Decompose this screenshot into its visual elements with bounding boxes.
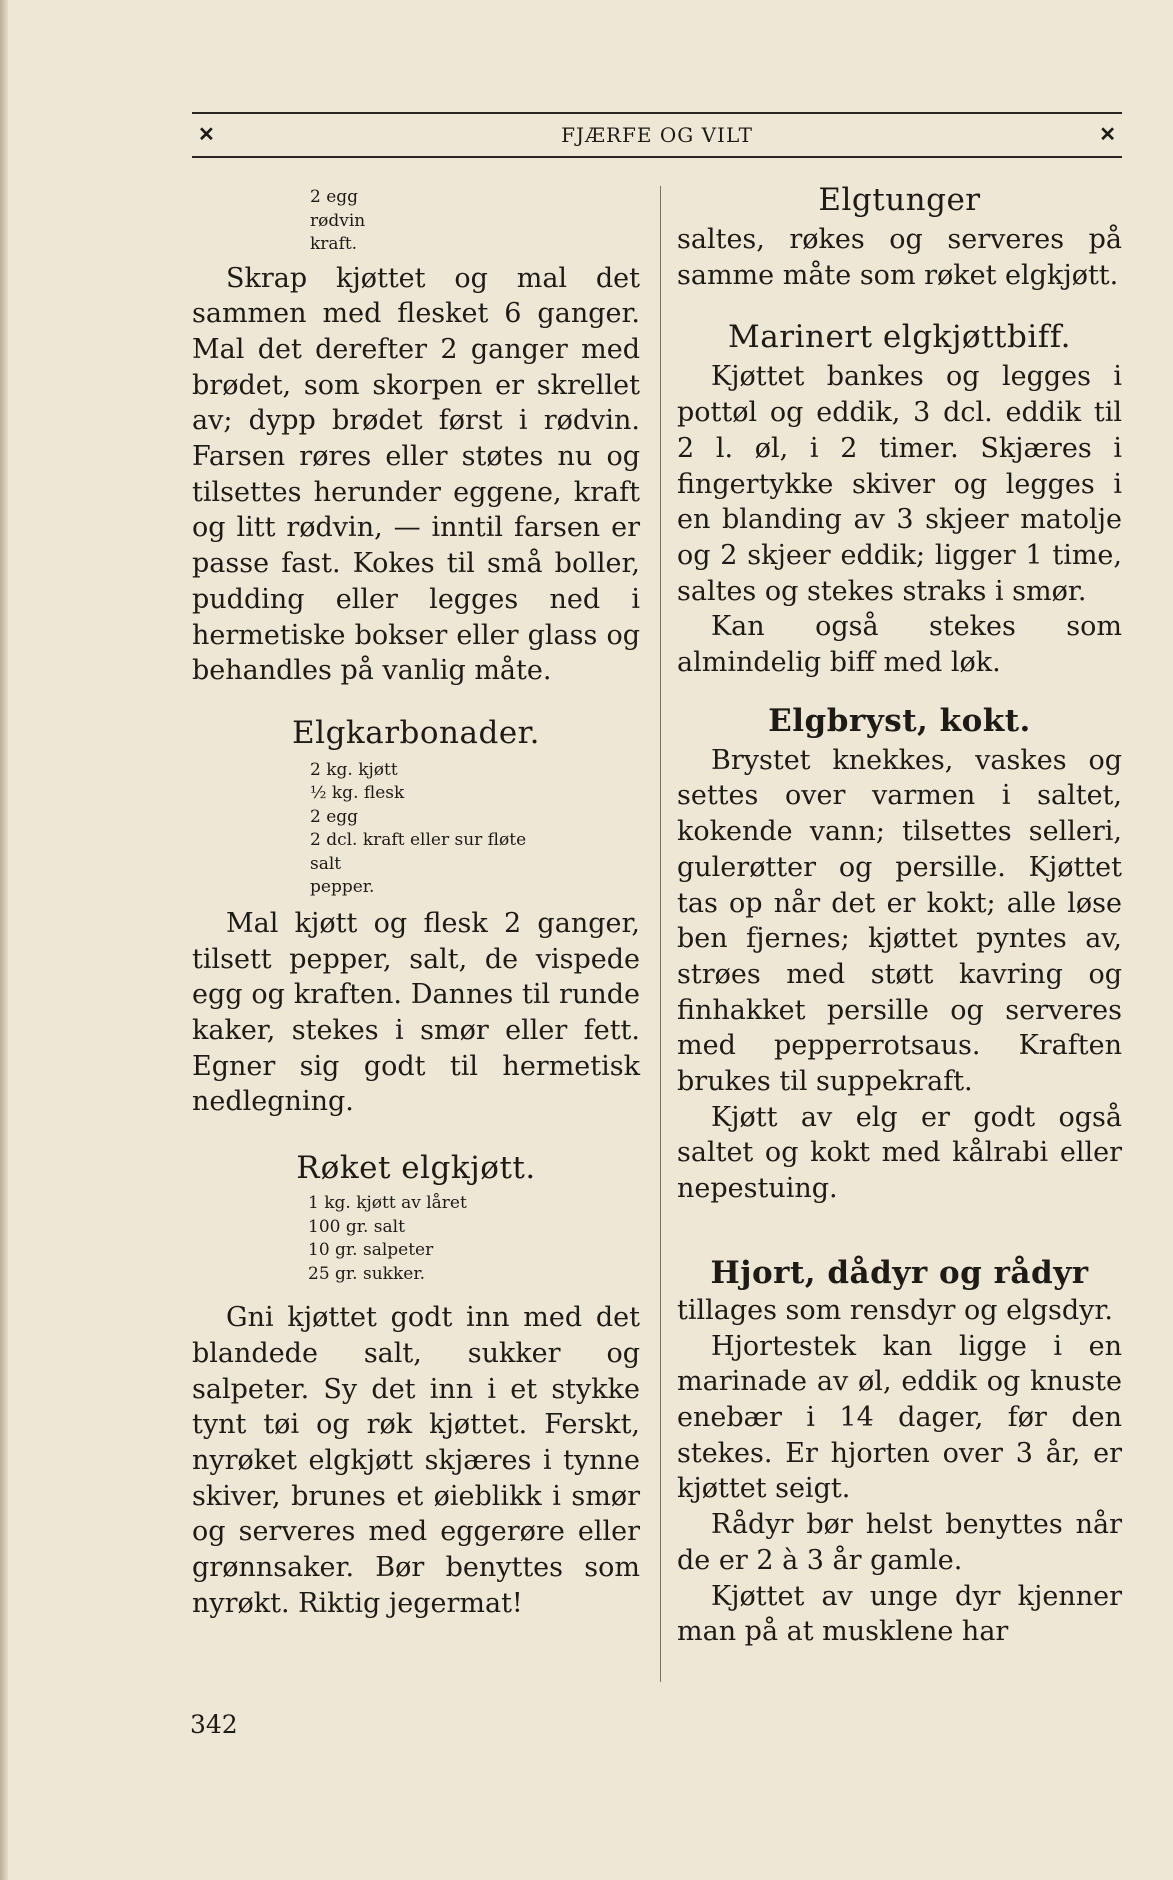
recipe-title: Marinert elgkjøttbiff. — [728, 319, 1071, 356]
ingredient-list — [192, 759, 640, 900]
ingredient: 1 kg. kjøtt av låret — [308, 1193, 467, 1214]
ingredient: kraft. — [310, 234, 358, 254]
ingredient: 10 gr. salpeter — [308, 1240, 434, 1261]
header-mark-left: ✕ — [198, 122, 215, 146]
recipe-title: Elgbryst, kokt. — [768, 702, 1031, 739]
left-column — [192, 180, 640, 1621]
ingredient-list — [192, 186, 640, 257]
recipe-text: saltes, røkes og serveres på samme måte som røket elgkjøtt. — [677, 224, 1122, 291]
ingredient: 25 gr. sukker. — [308, 1263, 425, 1284]
ingredient: rødvin — [310, 210, 366, 231]
column-divider — [660, 186, 661, 1682]
ingredient: salt — [310, 853, 342, 874]
running-header — [192, 112, 1122, 158]
ingredient: 2 dcl. kraft eller sur fløte — [310, 830, 527, 851]
page-edge — [0, 0, 8, 1880]
page-number: 342 — [190, 1710, 238, 1739]
recipe-text: Kjøttet bankes og legges i pottøl og eddik, 3 dcl. eddik til 2 l. øl, i 2 timer. Skjæres i fingertykke skiver og legges i en blanding av 3 skjeer matolje og 2 skjeer eddik; ligger 1 time, saltes og stekes straks i smør. — [677, 361, 1122, 607]
recipe-text: Rådyr bør helst benyttes når de er 2 à 3 år gamle. — [677, 1509, 1122, 1576]
recipe-text: Skrap kjøttet og mal det sammen med flesket 6 ganger. Mal det derefter 2 ganger med brødet, som skorpen er skrellet av; dypp brødet først i rødvin. Farsen røres eller støtes nu og tilsettes herunder eggene, kraft og litt rødvin, — inntil farsen er passe fast. Kokes til små boller, pudding eller legges ned i hermetiske bokser eller glass og behandles på vanlig måte. — [192, 262, 640, 687]
ingredient-list — [192, 1192, 640, 1286]
recipe-text: tillages som rensdyr og elgsdyr. — [677, 1294, 1113, 1326]
ingredient: ½ kg. flesk — [310, 783, 405, 804]
ingredient: pepper. — [310, 877, 375, 898]
recipe-text: Kan også stekes som almindelig biff med løk. — [677, 611, 1122, 679]
ingredient: 2 kg. kjøtt — [310, 759, 398, 780]
header-mark-right: ✕ — [1099, 122, 1116, 146]
recipe-title: Røket elgkjøtt. — [296, 1150, 536, 1187]
recipe-text: Mal kjøtt og flesk 2 ganger, tilsett pepper, salt, de vispede egg og kraften. Dannes til runde kaker, stekes i smør eller fett. Egner sig godt til hermetisk nedlegning. — [192, 907, 640, 1118]
ingredient: 2 egg — [310, 187, 359, 207]
recipe-text: Gni kjøttet godt inn med det blandede salt, sukker og salpeter. Sy det inn i et stykke tynt tøi og røk kjøttet. Ferskt, nyrøket elgkjøtt skjæres i tynne skiver, brunes et øieblikk i smør og serveres med eggerøre eller grønnsaker. Bør benyttes som nyrøkt. Riktig jegermat! — [192, 1302, 640, 1619]
ingredient: 100 gr. salt — [308, 1216, 405, 1237]
recipe-text: Kjøtt av elg er godt også saltet og kokt med kålrabi eller nepestuing. — [677, 1101, 1122, 1205]
recipe-text: Kjøttet av unge dyr kjenner man på at musklene har — [677, 1580, 1122, 1648]
recipe-title: Elgtunger — [818, 182, 981, 218]
ingredient: 2 egg — [310, 806, 359, 827]
recipe-text: Brystet knekkes, vaskes og settes over varmen i saltet, kokende vann; tilsettes selleri, gulerøtter og persille. Kjøttet tas op når det er kokt; alle løse ben fjernes; kjøttet pyntes av, strøes med støtt kavring og finhakket persille og serveres med pepperrotsaus. Kraften brukes til suppekraft. — [677, 744, 1122, 1098]
header-title: FJÆRFE OG VILT — [561, 123, 753, 147]
right-column — [677, 180, 1122, 1650]
recipe-title: Hjort, dådyr og rådyr — [710, 1254, 1089, 1291]
recipe-title: Elgkarbonader. — [292, 714, 540, 751]
recipe-text: Hjortestek kan ligge i en marinade av øl, eddik og knuste enebær i 14 dager, før den stekes. Er hjorten over 3 år, er kjøttet seigt. — [677, 1330, 1122, 1505]
